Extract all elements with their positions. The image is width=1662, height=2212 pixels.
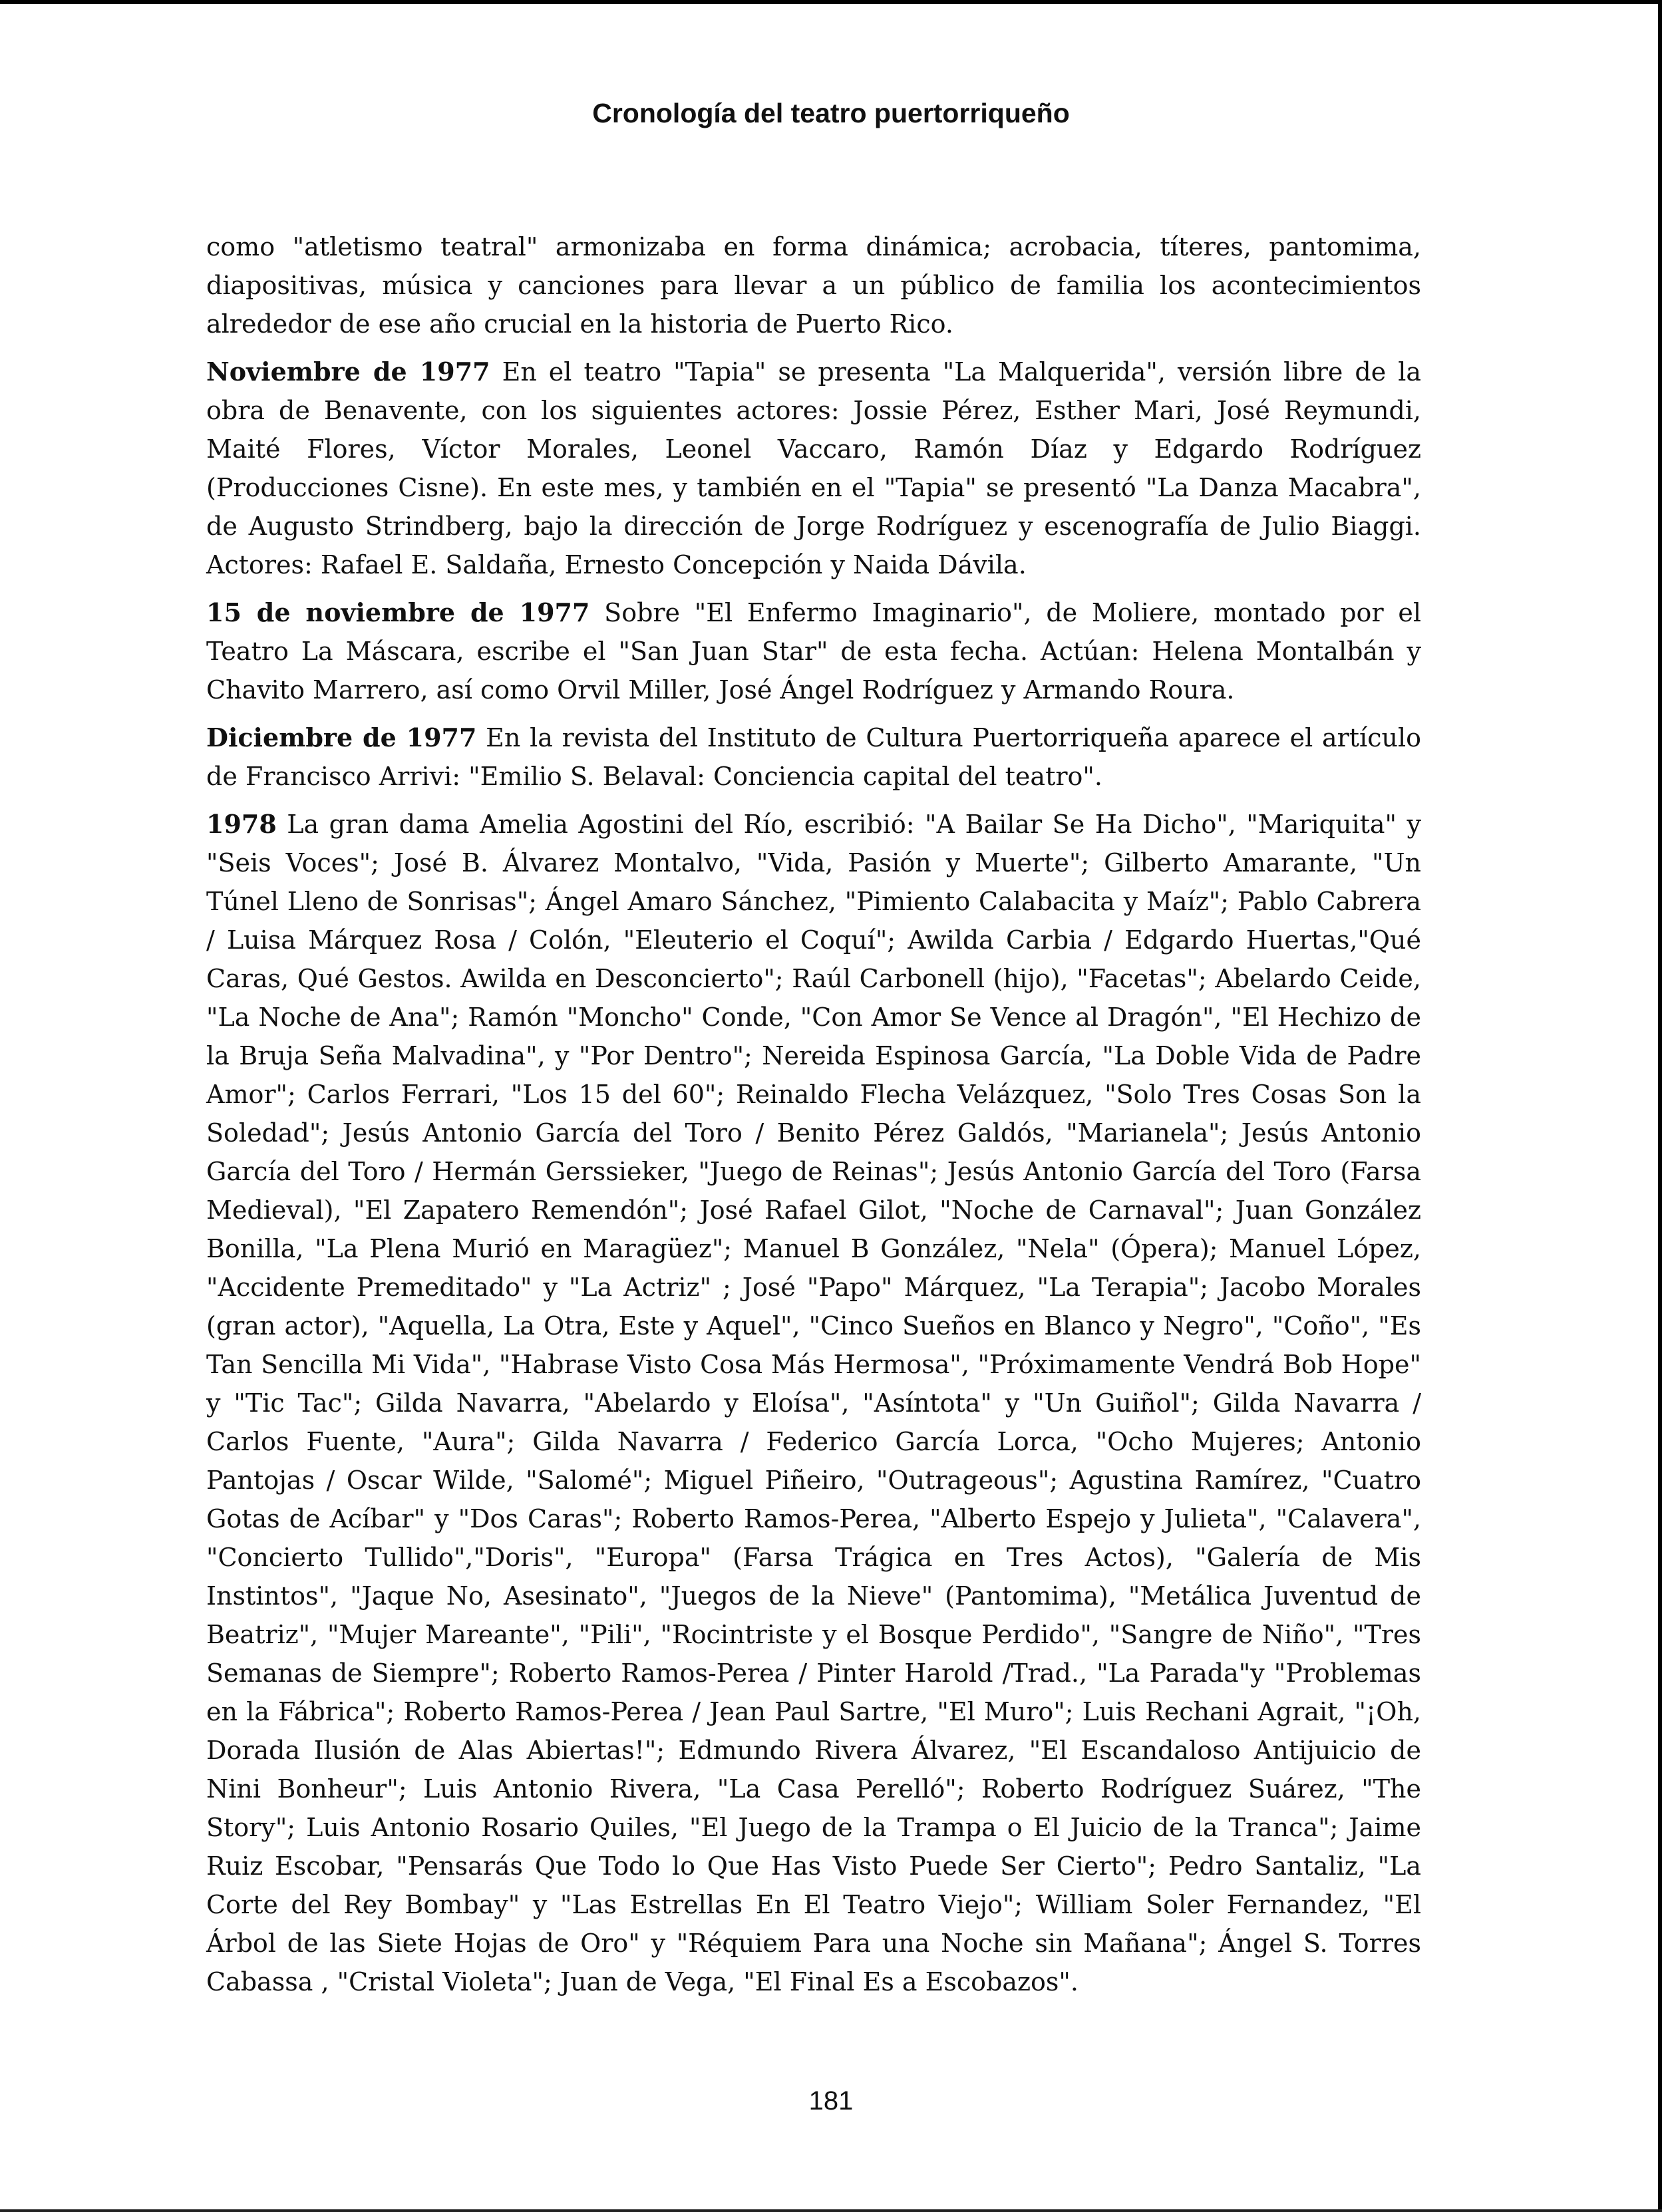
paragraph-continuation [206, 228, 1421, 343]
scan-border-top [0, 0, 1662, 4]
paragraph-lead: Noviembre de 1977 [206, 357, 490, 387]
paragraph-lead: 15 de noviembre de 1977 [206, 597, 590, 627]
paragraph-text: La gran dama Amelia Agostini del Río, escribió: "A Bailar Se Ha Dicho", "Mariquita" y "Seis Voces"; José B. Álvarez Montalvo, "Vida, Pasión y Muerte"; Gilberto Amarante, "Un Túnel Lleno de Sonrisas"; Ángel Amaro Sánchez, "Pimiento Calabacita y Maíz"; Pablo Cabrera / Luisa Márquez Rosa / Colón, "Eleuterio el Coquí"; Awilda Carbia / Edgardo Huertas,"Qué Caras, Qué Gestos. Awilda en Desconcierto"; Raúl Carbonell (hijo), "Facetas"; Abelardo Ceide, "La Noche de Ana"; Ramón "Moncho" Conde, "Con Amor Se Vence al Dragón", "El Hechizo de la Bruja Seña Malvadina", y "Por Dentro"; Nereida Espinosa García, "La Doble Vida de Padre Amor"; Carlos Ferrari, "Los 15 del 60"; Reinaldo Flecha Velázquez, "Solo Tres Cosas Son la Soledad"; Jesús Antonio García del Toro / Benito Pérez Galdós, "Marianela"; Jesús Antonio García del Toro / Hermán Gerssieker, "Juego de Reinas"; Jesús Antonio García del Toro (Farsa Medieval), "El Zapatero Remendón"; José Rafael Gilot, "Noche de Carnaval"; Juan González Bonilla, "La Plena Murió en Maragüez"; Manuel B González, "Nela" (Ópera); Manuel López, "Accidente Premeditado" y "La Actriz" ; José "Papo" Márquez, "La Terapia"; Jacobo Morales (gran actor), "Aquella, La Otra, Este y Aquel", "Cinco Sueños en Blanco y Negro", "Coño", "Es Tan Sencilla Mi Vida", "Habrase Visto Cosa Más Hermosa", "Próximamente Vendrá Bob Hope" y "Tic Tac"; Gilda Navarra, "Abelardo y Eloísa", "Asíntota" y "Un Guiñol"; Gilda Navarra / Carlos Fuente, "Aura"; Gilda Navarra / Federico García Lorca, "Ocho Mujeres; Antonio Pantojas / Oscar Wilde, "Salomé"; Miguel Piñeiro, "Outrageous"; Agustina Ramírez, "Cuatro Gotas de Acíbar" y "Dos Caras"; Roberto Ramos-Perea, "Alberto Espejo y Julieta", "Calavera", "Concierto Tullido","Doris", "Europa" (Farsa Trágica en Tres Actos), "Galería de Mis Instintos", "Jaque No, Asesinato", "Juegos de la Nieve" (Pantomima), "Metálica Juventud de Beatriz", "Mujer Mareante", "Pili", "Rocintriste y el Bosque Perdido", "Sangre de Niño", "Tres Semanas de Siempre"; Roberto Ramos-Perea / Pinter Harold /Trad., "La Parada"y "Problemas en la Fábrica"; Roberto Ramos-Perea / Jean Paul Sartre, "El Muro"; Luis Rechani Agrait, "¡Oh, Dorada Ilusión de Alas Abiertas!"; Edmundo Rivera Álvarez, "El Escandaloso Antijuicio de Nini Bonheur"; Luis Antonio Rivera, "La Casa Perelló"; Roberto Rodríguez Suárez, "The Story"; Luis Antonio Rosario Quiles, "El Juego de la Trampa o El Juicio de la Tranca"; Jaime Ruiz Escobar, "Pensarás Que Todo lo Que Has Visto Puede Ser Cierto"; Pedro Santaliz, "La Corte del Rey Bombay" y "Las Estrellas En El Teatro Viejo"; William Soler Fernandez, "El Árbol de las Siete Hojas de Oro" y "Réquiem Para una Noche sin Mañana"; Ángel S. Torres Cabassa , "Cristal Violeta"; Juan de Vega, "El Final Es a Escobazos". [206, 810, 1421, 1996]
paragraph-1978 [206, 805, 1421, 2001]
scan-border-bottom [0, 2209, 1662, 2212]
paragraph-diciembre-1977 [206, 718, 1421, 796]
scan-border-right [1658, 0, 1662, 2212]
paragraph-text: como "atletismo teatral" armonizaba en forma dinámica; acrobacia, títeres, pantomima, diapositivas, música y canciones para llevar a un público de familia los acontecimientos alrededor de ese año crucial en la historia de Puerto Rico. [206, 232, 1421, 339]
paragraph-text: En el teatro "Tapia" se presenta "La Malquerida", versión libre de la obra de Benavente, con los siguientes actores: Jossie Pérez, Esther Mari, José Reymundi, Maité Flores, Víctor Morales, Leonel Vaccaro, Ramón Díaz y Edgardo Rodríguez (Producciones Cisne). En este mes, y también en el "Tapia" se presentó "La Danza Macabra", de Augusto Strindberg, bajo la dirección de Jorge Rodríguez y escenografía de Julio Biaggi. Actores: Rafael E. Saldaña, Ernesto Concepción y Naida Dávila. [206, 357, 1422, 579]
paragraph-text: En la revista del Instituto de Cultura Puertorriqueña aparece el artículo de Francisco Arrivi: "Emilio S. Belaval: Conciencia capital del teatro". [206, 723, 1421, 791]
paragraph-15-noviembre-1977 [206, 593, 1421, 709]
body-text [206, 228, 1421, 2010]
paragraph-noviembre-1977 [206, 353, 1421, 584]
paragraph-text: Sobre "El Enfermo Imaginario", de Moliere, montado por el Teatro La Máscara, escribe el "San Juan Star" de esta fecha. Actúan: Helena Montalbán y Chavito Marrero, así como Orvil Miller, José Ángel Rodríguez y Armando Roura. [206, 598, 1422, 705]
running-header: Cronología del teatro puertorriqueño [592, 98, 1070, 128]
page-number: 181 [808, 2086, 854, 2116]
paragraph-lead: Diciembre de 1977 [206, 722, 477, 752]
paragraph-lead: 1978 [206, 809, 277, 839]
